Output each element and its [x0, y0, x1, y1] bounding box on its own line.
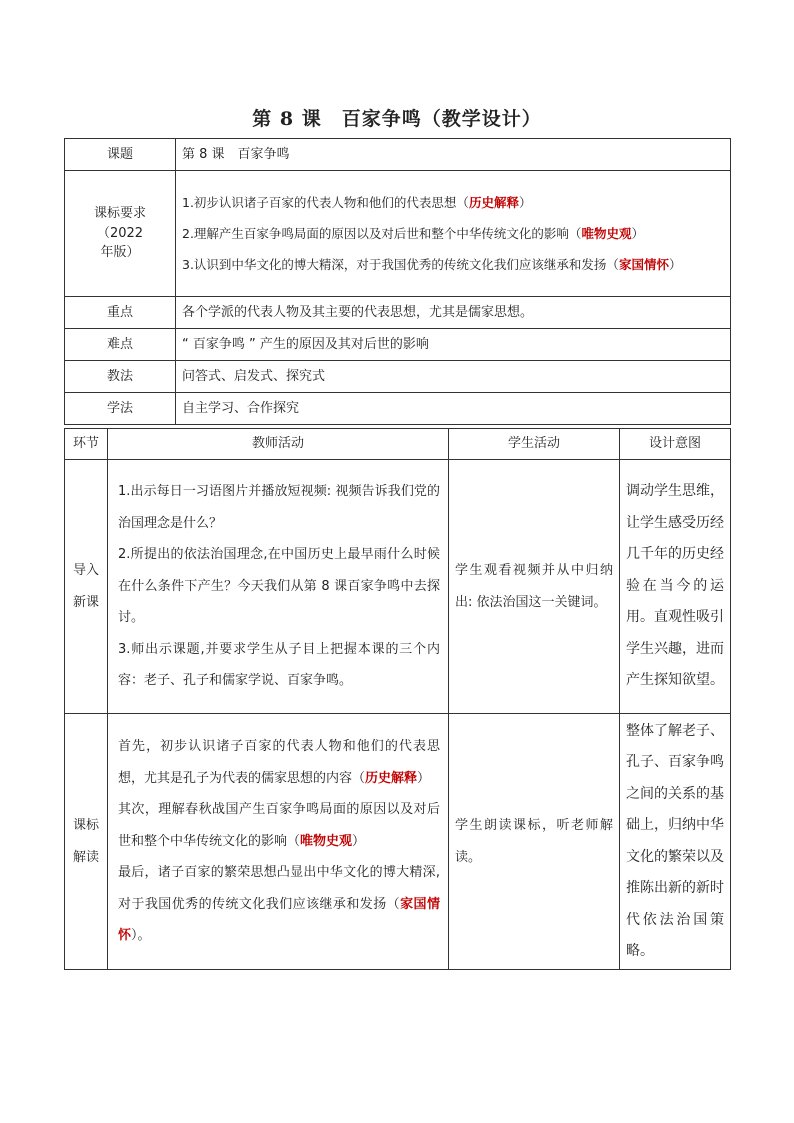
student-activity: 学生朗读课标，听老师解读。	[449, 714, 620, 970]
teacher-step: 2.所提出的依法治国理念,在中国历史上最早雨什么时候在什么条件下产生？今天我们从第 8 课百家争鸣中去探讨。	[118, 547, 440, 626]
difficulty-label: 难点	[65, 329, 176, 361]
teacher-activity	[108, 714, 449, 970]
topic-value: 第 8 课 百家争鸣	[176, 139, 731, 171]
standard-item: 1.初步认识诸子百家的代表人物和他们的代表思想（历史解释）	[182, 195, 532, 210]
teacher-step: 其次，理解春秋战国产生百家争鸣局面的原因以及对后世和整个中华传统文化的影响（唯物史观）	[118, 802, 440, 849]
standard-item: 3.认识到中华文化的博大精深，对于我国优秀的传统文化我们应该继承和发扬（家国情怀）	[182, 257, 682, 272]
key-point-value: 各个学派的代表人物及其主要的代表思想，尤其是儒家思想。	[176, 297, 731, 329]
teaching-method-label: 教法	[65, 361, 176, 393]
learning-method-value: 自主学习、合作探究	[176, 393, 731, 425]
info-table	[64, 138, 731, 425]
process-header-row	[65, 429, 731, 460]
difficulty-row	[65, 329, 731, 361]
teaching-method-row	[65, 361, 731, 393]
header-student: 学生活动	[449, 429, 620, 460]
key-point-label: 重点	[65, 297, 176, 329]
design-intent: 调动学生思维，让学生感受历经几千年的历史经验在当今的运用。直观性吸引学生兴趣，进而产生探知欲望。	[620, 460, 731, 714]
standard-item: 2.理解产生百家争鸣局面的原因以及对后世和整个中华传统文化的影响（唯物史观）	[182, 226, 644, 241]
standard-row	[65, 171, 731, 297]
standard-label	[65, 171, 176, 297]
design-intent: 整体了解老子、孔子、百家争鸣之间的关系的基础上，归纳中华文化的繁荣以及推陈出新的新时代依法治国策略。	[620, 714, 731, 970]
process-table	[64, 428, 731, 970]
topic-row	[65, 139, 731, 171]
topic-label: 课题	[65, 139, 176, 171]
standard-label-line2: 年版）	[100, 245, 140, 261]
teacher-step: 最后，诸子百家的繁荣思想凸显出中华文化的博大精深,对于我国优秀的传统文化我们应该继承和发扬（家国情怀）。	[118, 865, 440, 944]
learning-method-label: 学法	[65, 393, 176, 425]
literacy-tag: 唯物史观	[300, 833, 353, 849]
literacy-tag: 历史解释	[468, 195, 519, 210]
key-point-row	[65, 297, 731, 329]
header-intent: 设计意图	[620, 429, 731, 460]
literacy-tag: 唯物史观	[581, 226, 632, 241]
student-activity: 学生观看视频并从中归纳出: 依法治国这一关键词。	[449, 460, 620, 714]
teacher-activity	[108, 460, 449, 714]
process-row-intro	[65, 460, 731, 714]
standard-content	[176, 171, 731, 297]
literacy-tag: 家国情怀	[118, 896, 440, 944]
process-row-standard	[65, 714, 731, 970]
stage-cell: 课标 解读	[65, 714, 108, 970]
literacy-tag: 历史解释	[365, 770, 418, 786]
teaching-method-value: 问答式、启发式、探究式	[176, 361, 731, 393]
difficulty-value: “ 百家争鸣 ” 产生的原因及其对后世的影响	[176, 329, 731, 361]
header-stage: 环节	[65, 429, 108, 460]
teacher-step: 首先，初步认识诸子百家的代表人物和他们的代表思想，尤其是孔子为代表的儒家思想的内容（历史解释）	[118, 739, 440, 786]
learning-method-row	[65, 393, 731, 425]
stage-cell: 导入 新课	[65, 460, 108, 714]
teacher-step: 1.出示每日一习语图片并播放短视频: 视频告诉我们党的治国理念是什么？	[118, 484, 440, 531]
page-title: 第 8 课 百家争鸣（教学设计）	[252, 108, 542, 130]
header-teacher: 教师活动	[108, 429, 449, 460]
teacher-step: 3.师出示课题,并要求学生从子目上把握本课的三个内容：老子、孔子和儒家学说、百家争鸣。	[118, 641, 440, 689]
literacy-tag: 家国情怀	[618, 257, 669, 272]
standard-label-line1: 课标要求（2022	[93, 206, 146, 241]
